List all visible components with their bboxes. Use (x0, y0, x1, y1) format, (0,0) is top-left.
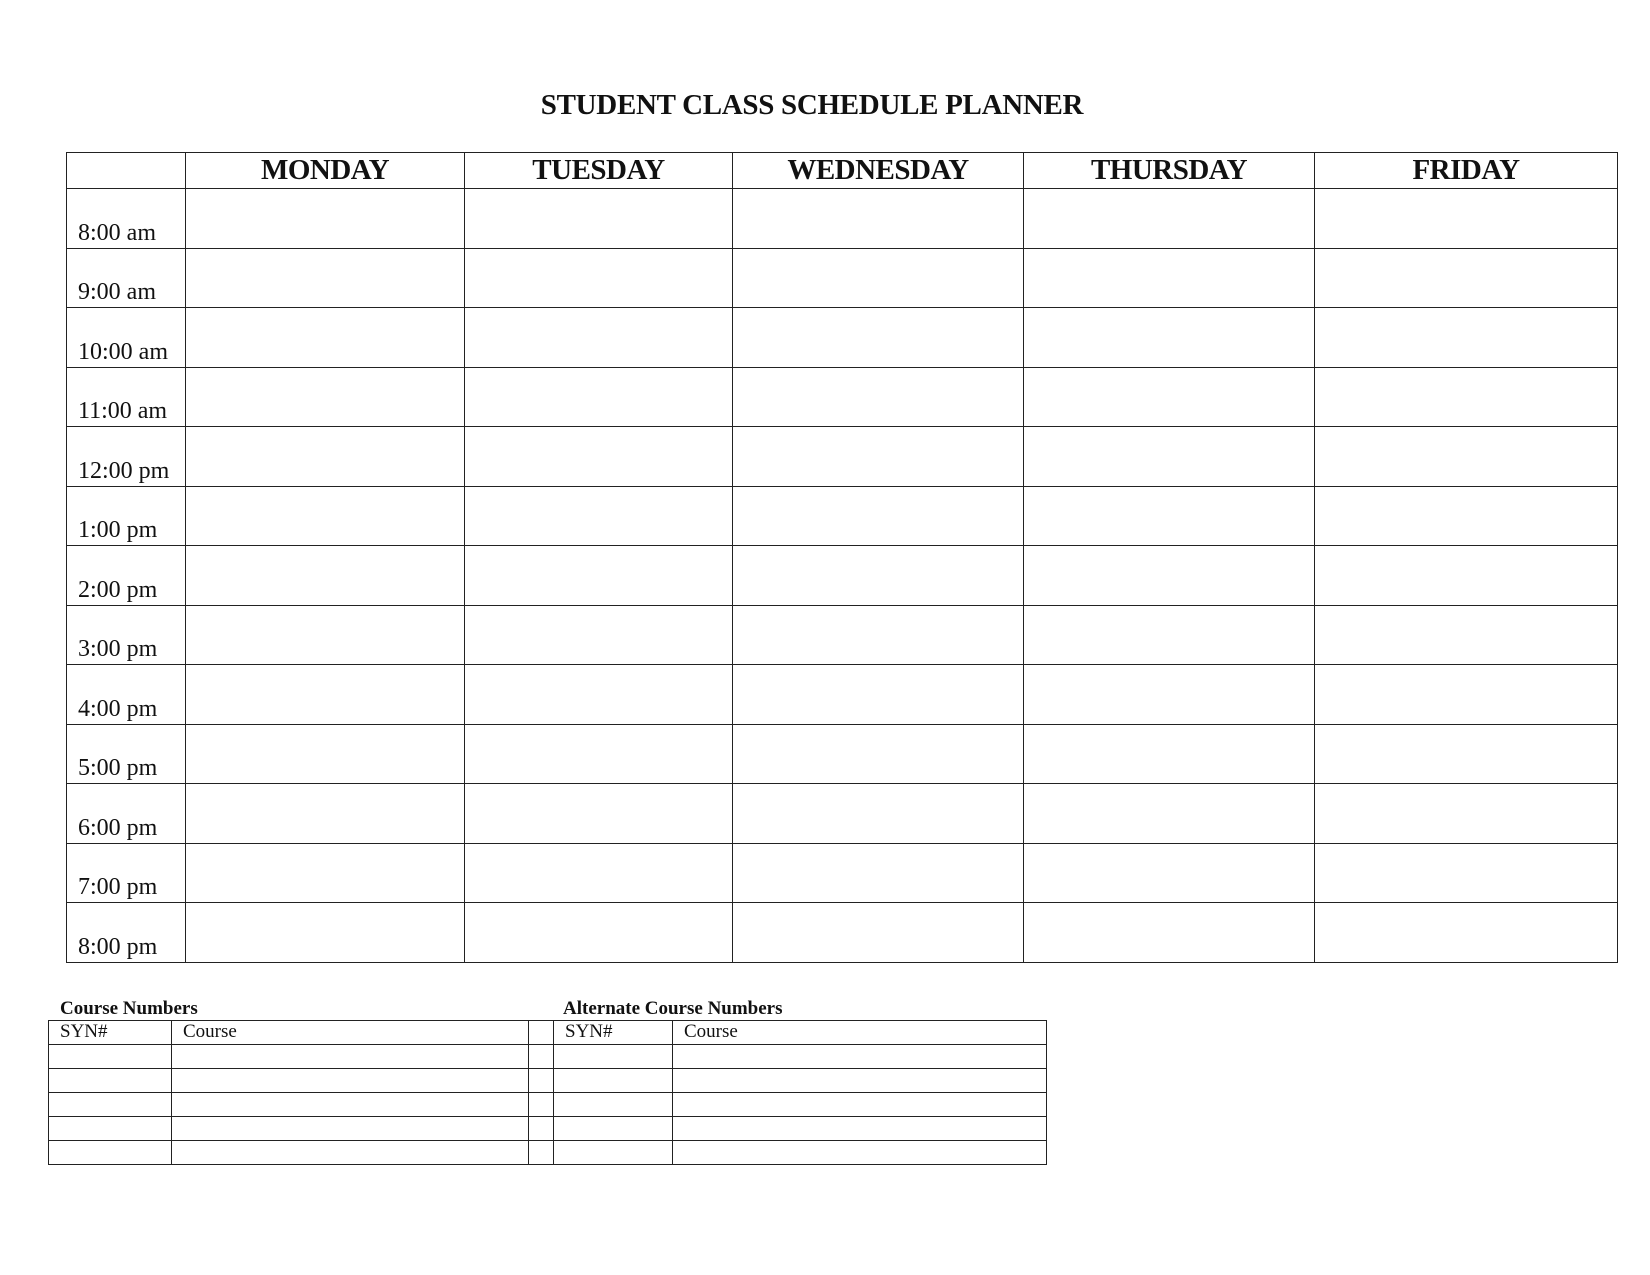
alt-syn-entry-cell[interactable] (554, 1093, 673, 1117)
day-header-row (67, 153, 1618, 189)
schedule-cell-friday[interactable] (1315, 248, 1618, 308)
schedule-cell-thursday[interactable] (1024, 486, 1315, 546)
schedule-cell-friday[interactable] (1315, 903, 1618, 963)
schedule-cell-friday[interactable] (1315, 546, 1618, 606)
schedule-cell-wednesday[interactable] (733, 843, 1024, 903)
schedule-cell-thursday[interactable] (1024, 427, 1315, 487)
schedule-cell-monday[interactable] (186, 903, 465, 963)
schedule-cell-thursday[interactable] (1024, 605, 1315, 665)
spacer-cell (529, 1045, 554, 1069)
schedule-cell-friday[interactable] (1315, 367, 1618, 427)
course-table-body (49, 1021, 1047, 1165)
schedule-cell-friday[interactable] (1315, 189, 1618, 249)
time-row (67, 903, 1618, 963)
course-entry-cell[interactable] (172, 1093, 529, 1117)
schedule-cell-monday[interactable] (186, 843, 465, 903)
schedule-cell-thursday[interactable] (1024, 367, 1315, 427)
day-header-thursday: THURSDAY (1024, 153, 1315, 189)
alt-course-entry-cell[interactable] (673, 1069, 1047, 1093)
time-row (67, 665, 1618, 725)
time-row (67, 605, 1618, 665)
schedule-cell-monday[interactable] (186, 546, 465, 606)
schedule-cell-tuesday[interactable] (465, 843, 733, 903)
schedule-cell-tuesday[interactable] (465, 665, 733, 725)
time-row (67, 546, 1618, 606)
schedule-cell-wednesday[interactable] (733, 486, 1024, 546)
schedule-cell-wednesday[interactable] (733, 189, 1024, 249)
time-label: 8:00 pm (67, 903, 186, 963)
course-entry-row (49, 1141, 1047, 1165)
alt-syn-entry-cell[interactable] (554, 1141, 673, 1165)
course-column-header: Course (172, 1021, 529, 1045)
schedule-cell-friday[interactable] (1315, 665, 1618, 725)
schedule-cell-wednesday[interactable] (733, 248, 1024, 308)
schedule-cell-thursday[interactable] (1024, 665, 1315, 725)
schedule-cell-tuesday[interactable] (465, 724, 733, 784)
schedule-cell-tuesday[interactable] (465, 367, 733, 427)
schedule-cell-tuesday[interactable] (465, 903, 733, 963)
time-label: 6:00 pm (67, 784, 186, 844)
syn-entry-cell[interactable] (49, 1141, 172, 1165)
schedule-cell-wednesday[interactable] (733, 427, 1024, 487)
page-title: STUDENT CLASS SCHEDULE PLANNER (540, 89, 1084, 121)
corner-cell (67, 153, 186, 189)
schedule-cell-wednesday[interactable] (733, 308, 1024, 368)
schedule-cell-tuesday[interactable] (465, 308, 733, 368)
syn-entry-cell[interactable] (49, 1069, 172, 1093)
syn-entry-cell[interactable] (49, 1117, 172, 1141)
schedule-cell-friday[interactable] (1315, 784, 1618, 844)
course-entry-row (49, 1117, 1047, 1141)
schedule-cell-thursday[interactable] (1024, 903, 1315, 963)
schedule-cell-friday[interactable] (1315, 427, 1618, 487)
time-label: 12:00 pm (67, 427, 186, 487)
schedule-cell-monday[interactable] (186, 308, 465, 368)
schedule-cell-wednesday[interactable] (733, 367, 1024, 427)
schedule-cell-thursday[interactable] (1024, 189, 1315, 249)
course-header-row (49, 1021, 1047, 1045)
schedule-cell-monday[interactable] (186, 427, 465, 487)
time-row (67, 189, 1618, 249)
schedule-cell-wednesday[interactable] (733, 605, 1024, 665)
time-label: 11:00 am (67, 367, 186, 427)
time-row (67, 367, 1618, 427)
schedule-cell-tuesday[interactable] (465, 486, 733, 546)
schedule-cell-wednesday[interactable] (733, 665, 1024, 725)
time-row (67, 308, 1618, 368)
alternate-course-numbers-label: Alternate Course Numbers (563, 998, 783, 1019)
alt-course-entry-cell[interactable] (673, 1045, 1047, 1069)
schedule-cell-thursday[interactable] (1024, 308, 1315, 368)
spacer-cell (529, 1141, 554, 1165)
syn-entry-cell[interactable] (49, 1093, 172, 1117)
alt-course-entry-cell[interactable] (673, 1093, 1047, 1117)
day-header-tuesday: TUESDAY (465, 153, 733, 189)
schedule-cell-thursday[interactable] (1024, 724, 1315, 784)
time-label: 4:00 pm (67, 665, 186, 725)
time-row (67, 248, 1618, 308)
schedule-cell-thursday[interactable] (1024, 248, 1315, 308)
schedule-cell-monday[interactable] (186, 784, 465, 844)
course-entry-row (49, 1093, 1047, 1117)
spacer-cell (529, 1069, 554, 1093)
alt-course-column-header: Course (673, 1021, 1047, 1045)
weekly-schedule-grid (66, 152, 1618, 963)
time-label: 2:00 pm (67, 546, 186, 606)
time-label: 7:00 pm (67, 843, 186, 903)
schedule-cell-friday[interactable] (1315, 308, 1618, 368)
schedule-cell-friday[interactable] (1315, 843, 1618, 903)
syn-entry-cell[interactable] (49, 1045, 172, 1069)
schedule-cell-thursday[interactable] (1024, 546, 1315, 606)
schedule-cell-wednesday[interactable] (733, 784, 1024, 844)
course-numbers-label: Course Numbers (60, 998, 198, 1019)
schedule-cell-wednesday[interactable] (733, 546, 1024, 606)
time-row (67, 843, 1618, 903)
time-row (67, 724, 1618, 784)
schedule-cell-monday[interactable] (186, 605, 465, 665)
course-entry-cell[interactable] (172, 1117, 529, 1141)
schedule-cell-friday[interactable] (1315, 724, 1618, 784)
schedule-cell-tuesday[interactable] (465, 248, 733, 308)
alt-syn-column-header: SYN# (554, 1021, 673, 1045)
time-label: 10:00 am (67, 308, 186, 368)
day-header-wednesday: WEDNESDAY (733, 153, 1024, 189)
time-label: 9:00 am (67, 248, 186, 308)
course-entry-row (49, 1069, 1047, 1093)
schedule-cell-monday[interactable] (186, 486, 465, 546)
schedule-cell-wednesday[interactable] (733, 903, 1024, 963)
time-row (67, 784, 1618, 844)
schedule-cell-friday[interactable] (1315, 605, 1618, 665)
course-entry-cell[interactable] (172, 1045, 529, 1069)
day-header-friday: FRIDAY (1315, 153, 1618, 189)
schedule-cell-wednesday[interactable] (733, 724, 1024, 784)
course-numbers-table (48, 1020, 1047, 1165)
schedule-cell-monday[interactable] (186, 367, 465, 427)
time-row (67, 486, 1618, 546)
schedule-cell-thursday[interactable] (1024, 843, 1315, 903)
course-entry-cell[interactable] (172, 1069, 529, 1093)
spacer-cell (529, 1093, 554, 1117)
syn-column-header: SYN# (49, 1021, 172, 1045)
alt-course-entry-cell[interactable] (673, 1141, 1047, 1165)
schedule-cell-tuesday[interactable] (465, 784, 733, 844)
time-label: 3:00 pm (67, 605, 186, 665)
alt-course-entry-cell[interactable] (673, 1117, 1047, 1141)
time-row (67, 427, 1618, 487)
alt-syn-entry-cell[interactable] (554, 1069, 673, 1093)
time-label: 8:00 am (67, 189, 186, 249)
schedule-cell-monday[interactable] (186, 665, 465, 725)
schedule-cell-tuesday[interactable] (465, 605, 733, 665)
schedule-cell-friday[interactable] (1315, 486, 1618, 546)
spacer-cell (529, 1117, 554, 1141)
schedule-cell-thursday[interactable] (1024, 784, 1315, 844)
time-label: 1:00 pm (67, 486, 186, 546)
schedule-cell-monday[interactable] (186, 189, 465, 249)
schedule-body (67, 189, 1618, 963)
alt-syn-entry-cell[interactable] (554, 1117, 673, 1141)
spacer-cell (529, 1021, 554, 1045)
schedule-cell-tuesday[interactable] (465, 546, 733, 606)
alt-syn-entry-cell[interactable] (554, 1045, 673, 1069)
course-entry-cell[interactable] (172, 1141, 529, 1165)
course-entry-row (49, 1045, 1047, 1069)
schedule-cell-monday[interactable] (186, 248, 465, 308)
schedule-cell-tuesday[interactable] (465, 427, 733, 487)
day-header-monday: MONDAY (186, 153, 465, 189)
time-label: 5:00 pm (67, 724, 186, 784)
schedule-cell-monday[interactable] (186, 724, 465, 784)
schedule-cell-tuesday[interactable] (465, 189, 733, 249)
